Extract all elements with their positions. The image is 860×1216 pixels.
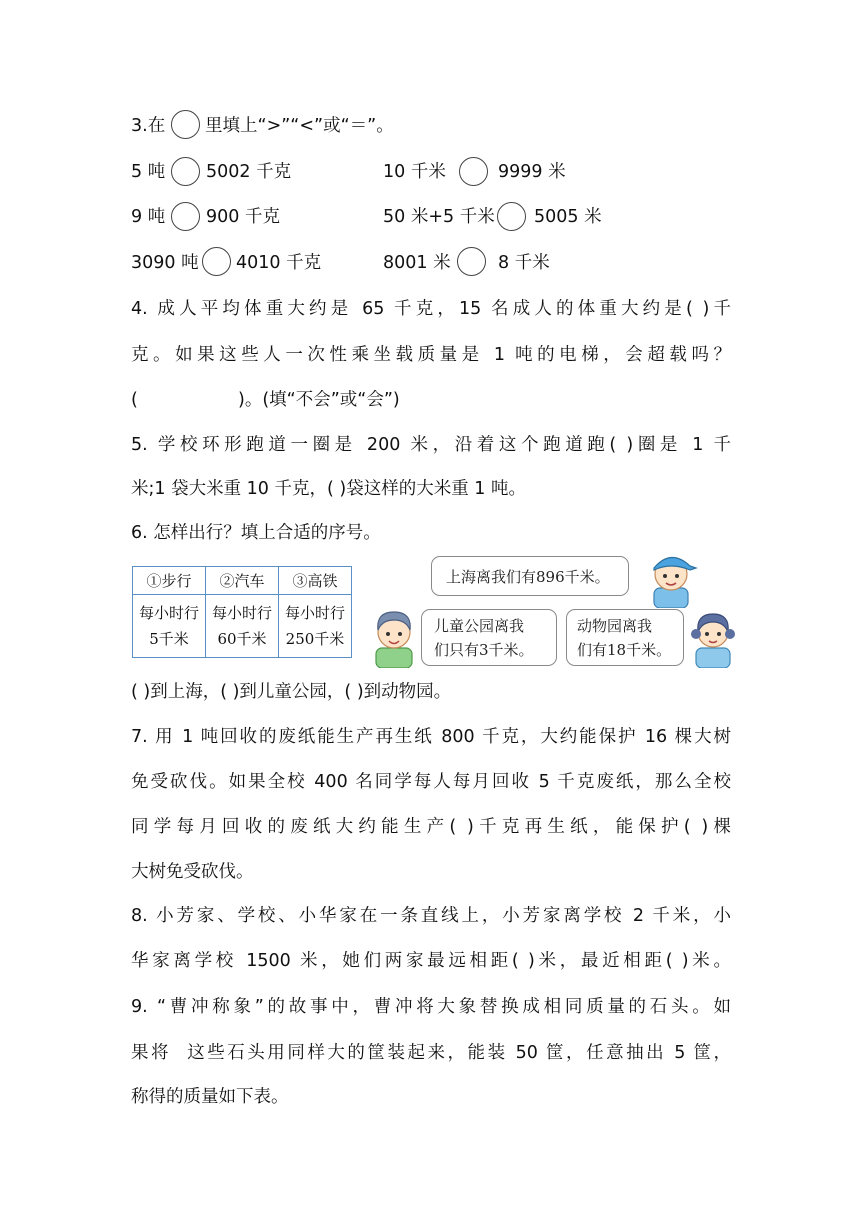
- bubble-zoo-line1: 动物园离我: [577, 617, 653, 635]
- q4-line2: 克。如果这些人一次性乘坐载质量是 1 吨的电梯，会超载吗？: [131, 345, 731, 365]
- girl-pigtails-illustration: [686, 604, 740, 668]
- bubble-shanghai-text: 上海离我们有896千米。: [446, 568, 610, 586]
- q3-intro-text: 里填上“>”“<”或“＝”。: [205, 116, 394, 136]
- mode-train-speed-cell: [279, 595, 352, 658]
- q8-line1: 8. 小芳家、学校、小华家在一条直线上，小芳家离学校 2 千米，小: [131, 906, 731, 926]
- speed-label: 每小时行: [211, 604, 272, 622]
- q7-line3: 同学每月回收的废纸大约能生产( )千克再生纸，能保护( )棵: [131, 817, 731, 837]
- mode-train-name: ③高铁: [279, 567, 352, 595]
- q4-blank-open: (: [131, 390, 138, 410]
- compare-circle[interactable]: [497, 202, 526, 231]
- q3-row2-left-b: 900 千克: [206, 207, 280, 227]
- q3-row3-left-a: 3090 吨: [131, 253, 199, 273]
- q4-line1: 4. 成人平均体重大约是 65 千克，15 名成人的体重大约是( )千: [131, 299, 731, 319]
- q3-row2-right-a: 50 米+5 千米: [383, 207, 495, 227]
- mode-walk-name: ①步行: [133, 567, 206, 595]
- q9-line1: 9. “曹冲称象”的故事中，曹冲将大象替换成相同质量的石头。如: [131, 997, 731, 1017]
- bubble-zoo-line2: 们有18千米。: [577, 641, 672, 659]
- q5-line2: 米;1 袋大米重 10 千克，( )袋这样的大米重 1 吨。: [131, 479, 526, 499]
- q3-row2-left-a: 9 吨: [131, 207, 166, 227]
- compare-circle[interactable]: [171, 110, 200, 139]
- mode-car-speed-cell: [206, 595, 279, 658]
- q7-line4: 大树免受砍伐。: [131, 862, 254, 882]
- mode-car-name: ②汽车: [206, 567, 279, 595]
- q3-row3-left-b: 4010 千克: [236, 253, 322, 273]
- bubble-zoo: [566, 609, 684, 666]
- q8-line2: 华家离学校 1500 米，她们两家最远相距( )米，最近相距( )米。: [131, 951, 731, 971]
- speed-value: 250千米: [285, 630, 345, 648]
- mode-walk-speed-cell: [133, 595, 206, 658]
- q3-row1-left-b: 5002 千克: [206, 162, 292, 182]
- bubble-shanghai: [431, 556, 629, 596]
- q4-line3: )。(填“不会”或“会”): [238, 390, 400, 410]
- bubble-park-line1: 儿童公园离我: [434, 617, 525, 635]
- bubble-park-line2: 们只有3千米。: [434, 641, 534, 659]
- speed-value: 60千米: [217, 630, 267, 648]
- q9-line2: 果将 这些石头用同样大的筐装起来，能装 50 筐，任意抽出 5 筐，: [131, 1043, 731, 1063]
- q7-line1: 7. 用 1 吨回收的废纸能生产再生纸 800 千克，大约能保护 16 棵大树: [131, 727, 731, 747]
- speed-value: 5千米: [149, 630, 189, 648]
- bubble-park: [421, 609, 557, 666]
- compare-circle[interactable]: [171, 157, 200, 186]
- q3-row1-right-a: 10 千米: [383, 162, 446, 182]
- boy-curly-hair-illustration: [366, 604, 422, 668]
- compare-circle[interactable]: [202, 247, 231, 276]
- q6-title: 6. 怎样出行？填上合适的序号。: [131, 523, 381, 543]
- speed-label: 每小时行: [138, 604, 199, 622]
- q3-row1-right-b: 9999 米: [498, 162, 566, 182]
- compare-circle[interactable]: [457, 247, 486, 276]
- q6-answer-line: ( )到上海，( )到儿童公园，( )到动物园。: [131, 682, 452, 702]
- q3-row1-left-a: 5 吨: [131, 162, 166, 182]
- travel-mode-table: [132, 566, 352, 658]
- q7-line2: 免受砍伐。如果全校 400 名同学每人每月回收 5 千克废纸，那么全校: [131, 772, 731, 792]
- q3-row3-right-b: 8 千米: [498, 253, 550, 273]
- compare-circle[interactable]: [459, 157, 488, 186]
- q3-row3-right-a: 8001 米: [383, 253, 451, 273]
- q9-line3: 称得的质量如下表。: [131, 1087, 289, 1107]
- boy-with-cap-illustration: [640, 546, 702, 608]
- q5-line1: 5. 学校环形跑道一圈是 200 米，沿着这个跑道跑( )圈是 1 千: [131, 435, 731, 455]
- speed-label: 每小时行: [284, 604, 345, 622]
- q3-row2-right-b: 5005 米: [534, 207, 602, 227]
- q3-intro-prefix: 3.在: [131, 116, 166, 136]
- compare-circle[interactable]: [171, 202, 200, 231]
